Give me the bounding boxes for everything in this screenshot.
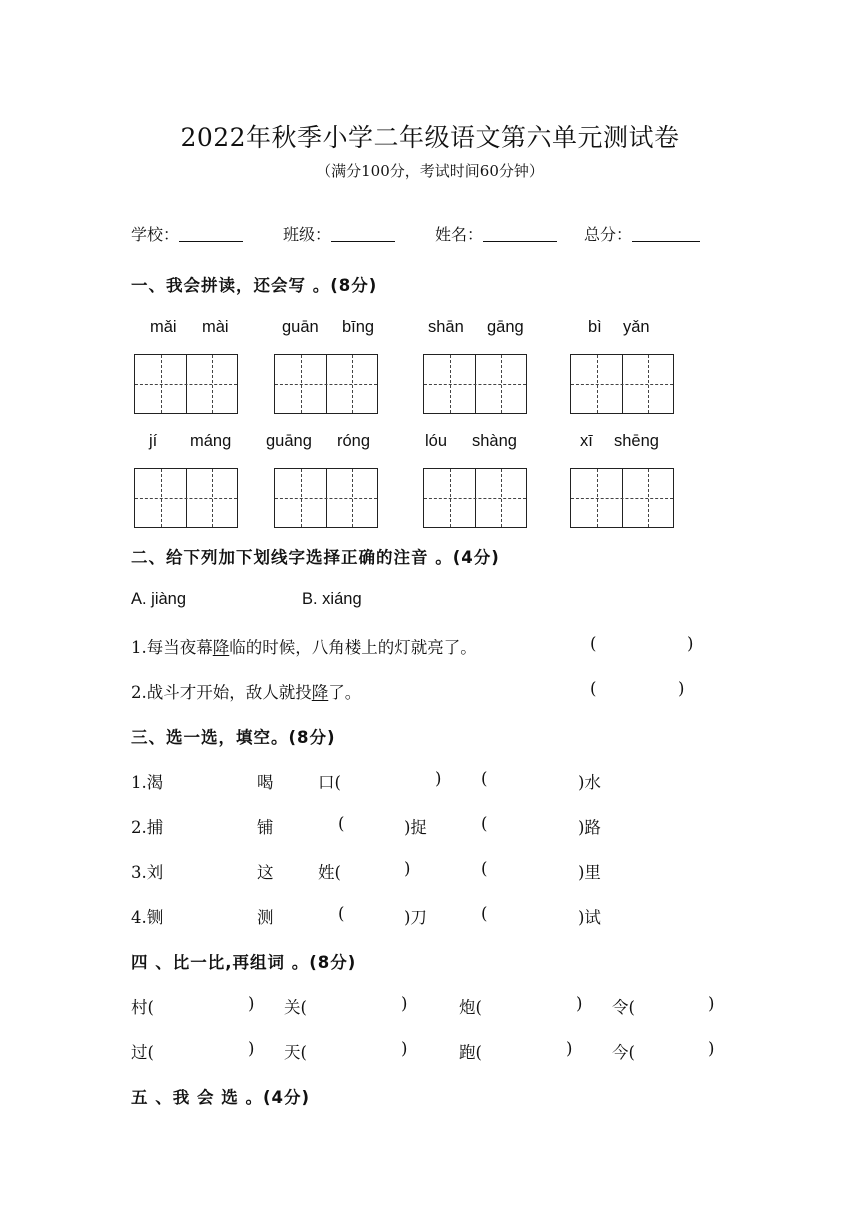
choice-a: 4.铡	[131, 908, 164, 927]
page-subtitle: （满分100分，考试时间60分钟）	[316, 162, 544, 180]
page-title: 2022年秋季小学二年级语文第六单元测试卷	[180, 123, 680, 152]
choice-b: 铺	[257, 818, 274, 837]
blank-close: )路	[578, 818, 601, 837]
compare-word[interactable]: 炮(	[459, 998, 482, 1017]
pinyin: mài	[202, 318, 229, 336]
compare-close: )	[708, 994, 715, 1013]
name-blank[interactable]	[483, 225, 557, 242]
blank-close: )	[435, 769, 442, 788]
class-blank[interactable]	[331, 225, 395, 242]
compare-close: )	[576, 994, 583, 1013]
compare-word[interactable]: 关(	[284, 998, 307, 1017]
writing-box[interactable]	[423, 354, 527, 414]
pinyin: guān	[282, 318, 319, 336]
answer-close: )	[678, 679, 685, 698]
writing-box[interactable]	[134, 354, 238, 414]
option-b: B. xiáng	[302, 590, 362, 608]
answer-close: )	[687, 634, 694, 653]
blank-open[interactable]: (	[481, 904, 488, 923]
writing-box[interactable]	[423, 468, 527, 528]
pinyin: gāng	[487, 318, 524, 336]
total-field[interactable]	[584, 222, 700, 245]
compare-word[interactable]: 过(	[131, 1043, 154, 1062]
compare-word[interactable]: 村(	[131, 998, 154, 1017]
compare-word[interactable]: 今(	[612, 1043, 635, 1062]
underlined-char: 降	[311, 683, 329, 702]
blank-open[interactable]: (	[481, 769, 488, 788]
choice-b: 这	[257, 863, 274, 882]
pinyin: guāng	[266, 432, 312, 450]
pinyin: bīng	[342, 318, 375, 336]
writing-box[interactable]	[570, 468, 674, 528]
school-blank[interactable]	[179, 225, 243, 242]
section3-heading: 三、选一选，填空。(8分)	[131, 728, 336, 747]
name-label: 姓名：	[435, 225, 484, 244]
question-2: 2.战斗才开始，敌人就投降了。	[131, 683, 362, 702]
total-blank[interactable]	[632, 225, 700, 242]
blank-close: )里	[578, 863, 601, 882]
class-label: 班级：	[283, 225, 332, 244]
blank-open[interactable]: 口(	[318, 773, 341, 792]
section1-heading: 一、我会拼读，还会写 。(8分)	[131, 276, 378, 295]
blank-open[interactable]: (	[481, 859, 488, 878]
section4-heading: 四 、比一比,再组词 。(8分)	[131, 953, 357, 972]
choice-a: 1.渴	[131, 773, 164, 792]
pinyin: jí	[149, 432, 158, 450]
class-field[interactable]	[283, 222, 395, 245]
compare-close: )	[401, 1039, 408, 1058]
blank-close: )捉	[404, 818, 427, 837]
writing-box[interactable]	[274, 468, 378, 528]
total-label: 总分：	[584, 225, 633, 244]
name-field[interactable]	[435, 222, 557, 245]
blank-open[interactable]: 姓(	[318, 863, 341, 882]
compare-close: )	[248, 994, 255, 1013]
pinyin: shàng	[472, 432, 517, 450]
choice-b: 测	[257, 908, 274, 927]
compare-word[interactable]: 天(	[284, 1043, 307, 1062]
school-field[interactable]	[131, 222, 243, 245]
blank-open[interactable]: (	[338, 904, 345, 923]
pinyin: mǎi	[150, 318, 177, 336]
pinyin: shān	[428, 318, 464, 336]
blank-close: )水	[578, 773, 601, 792]
blank-open[interactable]: (	[338, 814, 345, 833]
blank-open[interactable]: (	[481, 814, 488, 833]
pinyin: yǎn	[623, 318, 650, 336]
compare-close: )	[248, 1039, 255, 1058]
section2-heading: 二、给下列加下划线字选择正确的注音 。(4分)	[131, 548, 500, 567]
writing-box[interactable]	[570, 354, 674, 414]
underlined-char: 降	[212, 638, 230, 657]
section5-heading: 五 、我 会 选 。(4分)	[131, 1088, 311, 1107]
blank-close: )	[404, 859, 411, 878]
pinyin: bì	[588, 318, 602, 336]
option-a: A. jiàng	[131, 590, 187, 608]
pinyin: xī	[580, 432, 593, 450]
choice-b: 喝	[257, 773, 274, 792]
blank-close: )刀	[404, 908, 427, 927]
answer-open[interactable]: (	[590, 679, 597, 698]
pinyin: máng	[190, 432, 232, 450]
choice-a: 2.捕	[131, 818, 164, 837]
pinyin: róng	[337, 432, 371, 450]
compare-close: )	[401, 994, 408, 1013]
school-label: 学校：	[131, 225, 180, 244]
question-1: 1.每当夜幕降临的时候，八角楼上的灯就亮了。	[131, 638, 477, 657]
writing-box[interactable]	[134, 468, 238, 528]
compare-word[interactable]: 跑(	[459, 1043, 482, 1062]
choice-a: 3.刘	[131, 863, 164, 882]
blank-close: )试	[578, 908, 601, 927]
pinyin: shēng	[614, 432, 659, 450]
compare-word[interactable]: 令(	[612, 998, 635, 1017]
writing-box[interactable]	[274, 354, 378, 414]
answer-open[interactable]: (	[590, 634, 597, 653]
compare-close: )	[708, 1039, 715, 1058]
compare-close: )	[566, 1039, 573, 1058]
pinyin: lóu	[425, 432, 448, 450]
